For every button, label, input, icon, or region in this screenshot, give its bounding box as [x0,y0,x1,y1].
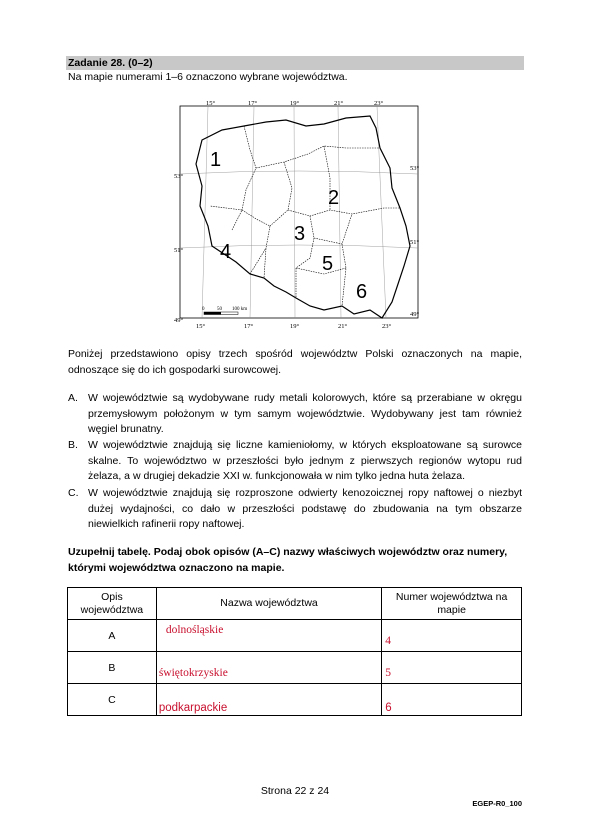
map-number: 6 [356,281,368,303]
map-label-top: 21° [334,100,344,107]
map-number: 3 [294,223,306,245]
handwritten-answer: dolnośląskie [165,623,224,636]
handwritten-answer: 4 [385,634,391,647]
svg-text:100 km: 100 km [232,307,248,312]
name-cell[interactable] [156,652,381,684]
map-label-bottom: 17° [244,323,254,330]
handwritten-answer: podkarpackie [158,701,228,714]
description-intro: Poniżej przedstawiono opisy trzech spośród województw Polski oznaczonych na mapie, odnoszące się do ich gospodarki surowcowej. [68,348,522,376]
option-letter: C. [68,487,79,499]
scale-bar [202,307,247,315]
option-text: W województwie znajdują się rozproszone odwierty kenozoicznej ropy naftowej o niezbyt dużej wydajności, co dało w przeszłości podstawę do zbudowania na tym obszarze niewielkich rafinerii ropy naftowej. [88,487,522,530]
map-label-top: 15° [206,100,216,107]
table-header: Numer województwa na mapie [382,588,522,620]
answer-table [67,587,522,716]
page-number: Strona 22 z 24 [260,785,330,797]
name-cell[interactable] [156,620,381,652]
exam-code: EGEP-R0_100 [472,799,522,808]
option-b [68,438,522,485]
option-letter: B. [68,439,78,451]
table-header: Nazwa województwa [156,588,381,620]
map-label-top: 17° [248,100,258,107]
row-letter: C [68,684,157,716]
number-cell[interactable] [382,620,522,652]
poland-map [174,98,424,332]
table-header: Opis województwa [68,588,157,620]
option-letter: A. [68,392,78,404]
map-label-right: 53° [410,165,420,172]
number-cell[interactable] [382,684,522,716]
task-title: Zadanie 28. (0–2) [66,56,524,70]
option-text: W województwie znajdują się liczne kamieniołomy, w których eksploatowane są surowce skalne. To województwo w przeszłości było jednym z pierwszych regionów wytopu rud żelaza, a w drugiej dekadzie XXI w. funkcjonowała w nim tylko jedna huta żelaza. [88,439,522,482]
map-label-top: 19° [290,100,300,107]
name-cell[interactable] [156,684,381,716]
map-number: 2 [328,187,340,209]
map-label-right: 51° [410,239,420,246]
svg-text:50: 50 [217,307,222,312]
map-label-right: 49° [410,311,420,318]
svg-text:0: 0 [202,307,205,312]
instruction: Uzupełnij tabelę. Podaj obok opisów (A–C) nazwy właściwych województw oraz numery, którymi województwa oznaczono na mapie. [68,546,508,574]
option-text: W województwie są wydobywane rudy metali kolorowych, które są przerabiane w okręgu przemysłowym położonym w tym samym województwie. Wydobywany jest tam również węgiel brunatny. [88,392,522,435]
map-label-bottom: 19° [290,323,300,330]
map-label-bottom: 23° [382,323,392,330]
map-label-bottom: 15° [196,323,206,330]
table-row [68,684,522,716]
table-header-row [68,588,522,620]
map-label-left: 49° [174,317,184,324]
map-number: 1 [210,149,222,171]
row-letter: A [68,620,157,652]
map-label-top: 23° [374,100,384,107]
handwritten-answer: świętokrzyskie [158,666,228,679]
row-letter: B [68,652,157,684]
option-c [68,486,522,533]
task-intro: Na mapie numerami 1–6 oznaczono wybrane województwa. [68,71,348,83]
map-label-left: 51° [174,247,184,254]
option-a [68,391,522,438]
number-cell[interactable] [382,652,522,684]
handwritten-answer: 6 [385,701,392,714]
map-number: 4 [220,241,232,263]
map-label-left: 53° [174,173,184,180]
map-number: 5 [322,253,334,275]
table-row [68,620,522,652]
map-label-bottom: 21° [338,323,348,330]
table-row [68,652,522,684]
handwritten-answer: 5 [385,666,391,679]
